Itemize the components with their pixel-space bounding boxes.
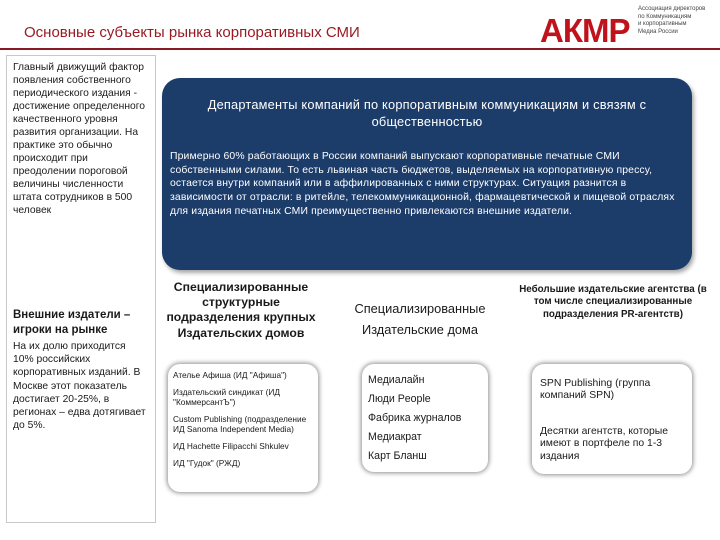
logo-line: Медиа России	[638, 28, 678, 35]
list-item: Десятки агентств, которые имеют в портфеле по 1-3 издания	[540, 426, 669, 462]
list-item: ИД Hachette Filipacchi Shkulev	[173, 441, 289, 451]
small-agencies-list-box	[532, 364, 692, 474]
list-item: Фабрика журналов	[368, 412, 462, 424]
list-item: Карт Бланш	[368, 450, 427, 462]
publishing-houses-heading: Специализированные Издательские дома	[354, 301, 486, 337]
departments-text: Примерно 60% работающих в России компаний выпускают корпоративные печатные СМИ собственными силами. То есть львиная часть бюджетов, выделяемых на корпоративную прессу, остается внутри компаний или в аффилированных с ними структурах. Ситуация разнится в зависимости от отрасли: в ритейле, телекоммуникационной, фармацевтической и пищевой отраслях для издания печатных СМИ преимущественно привлекаются внешние издатели.	[170, 151, 675, 217]
structural-divisions-list-box	[168, 364, 318, 492]
logo-wordmark: АКМР	[540, 12, 630, 46]
small-agencies-heading: Небольшие издательские агентства (в том числе специализированные подразделения PR-агентств)	[519, 284, 707, 320]
structural-divisions-list	[168, 364, 318, 481]
external-publishers-text: На их долю приходится 10% российских корпоративных изданий. В Москве этот показатель достигает 20-25%, в регионах – едва дотягивает до 5%.	[13, 341, 146, 432]
external-publishers-block	[13, 308, 147, 432]
page-title: Основные субъекты рынка корпоративных СМИ	[24, 24, 360, 41]
list-item: Медиалайн	[368, 374, 425, 386]
structural-divisions-heading: Специализированные структурные подразделения крупных Издательских домов	[166, 280, 316, 340]
publishing-houses-list-box	[362, 364, 488, 472]
publishing-houses-list	[362, 364, 488, 479]
list-item: Издательский синдикат (ИД "КоммерсантЪ")	[173, 387, 280, 407]
left-panel	[6, 55, 156, 523]
logo-caption	[638, 6, 716, 36]
list-item: Custom Publishing (подразделение ИД Sanoma Independent Media)	[173, 414, 307, 434]
list-item: Ателье Афиша (ИД "Афиша")	[173, 370, 287, 380]
list-item: ИД "Гудок" (РЖД)	[173, 458, 241, 468]
list-item: Люди People	[368, 393, 431, 405]
list-item: Медиакрат	[368, 431, 422, 443]
logo-line: по Коммуникациям	[638, 13, 692, 20]
external-publishers-heading: Внешние издатели – игроки на рынке	[13, 309, 131, 336]
akmr-logo	[540, 6, 716, 50]
left-intro-text: Главный движущий фактор появления собственного периодического издания - достижение определенного качественного уровня развития организации. На практике это обычно происходит при преодолении пороговой величины численности штата сотрудников в 500 человек	[13, 62, 146, 216]
departments-panel	[162, 78, 692, 270]
logo-line: и корпоративным	[638, 21, 687, 28]
logo-line: Ассоциация директоров	[638, 6, 706, 12]
departments-heading: Департаменты компаний по корпоративным коммуникациям и связям с общественностью	[207, 97, 647, 129]
logo-mark	[540, 12, 632, 46]
list-item: SPN Publishing (группа компаний SPN)	[540, 378, 651, 402]
